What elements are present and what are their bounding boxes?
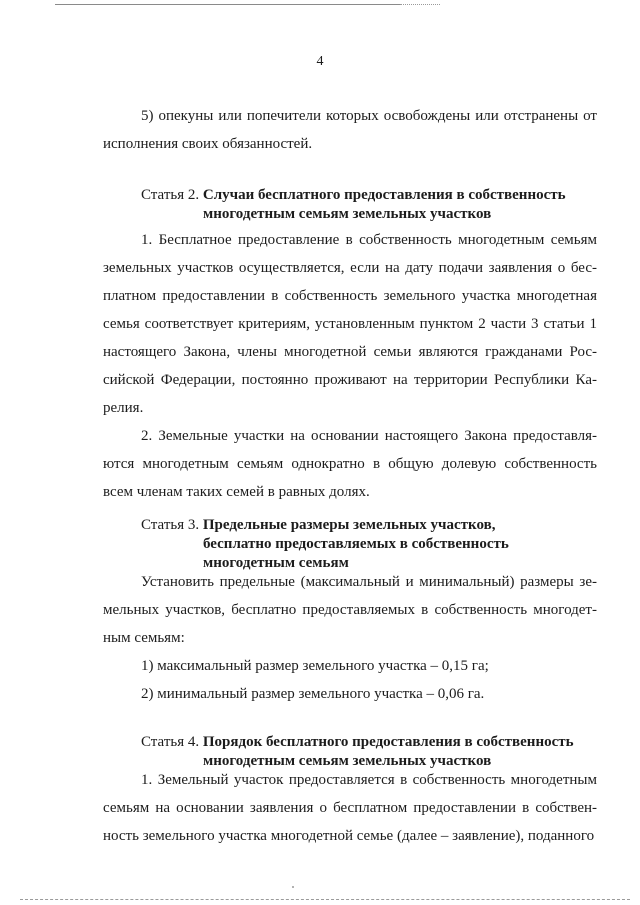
top-border-line [55,4,400,5]
bottom-border-line [20,899,630,900]
article-3-paragraph-1: Установить предельные (максимальный и минимальный) размеры земельных участков, бесплатно предоставляемых в собственность многодетным семьям: [103,574,597,646]
article-3-body [103,568,597,708]
article-2-heading [141,186,611,224]
article-3-item-2: 2) минимальный размер земельного участка – 0,06 га. [141,686,485,702]
article-4-title-line-2: многодетным семьям земельных участков [203,753,492,769]
top-border-line-tail [400,4,440,5]
item-5-block [103,102,597,158]
article-2-paragraph-1: 1. Бесплатное предоставление в собственность многодетным семьям земельных участков осуществляется, если на дату подачи заявления о бесплатном предоставлении в собственность земельного участка многодетная семья соответствует критериям, установленным пунктом 2 части 3 статьи 1 настоящего Закона, члены многодетной семьи являются гражданами Российской Федерации, постоянно проживают на территории Республики Карелия. [103,232,597,416]
article-2-label: Статья 2. [141,187,200,203]
article-4-paragraph-1: 1. Земельный участок предоставляется в собственность многодетным семьям на основании заявления о бесплатном предоставлении в собственность земельного участка многодетной семье (далее – заявление), поданного [103,772,597,844]
article-3-heading [141,516,611,573]
article-3-title-line-3: многодетным семьям [203,555,349,571]
article-4-body [103,766,597,850]
item-5-text: 5) опекуны или попечители которых освобождены или отстранены от исполнения своих обязанностей. [103,108,597,152]
article-2-body [103,226,597,506]
article-3-title-line-1: Предельные размеры земельных участков, [202,517,496,533]
article-2-paragraph-2: 2. Земельные участки на основании настоящего Закона предоставляются многодетным семьям однократно в общую долевую собственность всем членам таких семей в равных долях. [103,428,597,500]
article-3-item-1: 1) максимальный размер земельного участка – 0,15 га; [141,658,489,674]
article-2-title-line-1: Случаи бесплатного предоставления в собственность [202,187,566,203]
scan-speck [292,886,294,888]
article-4-title-line-1: Порядок бесплатного предоставления в собственность [202,734,574,750]
page-number: 4 [316,54,324,69]
article-3-title-line-2: бесплатно предоставляемых в собственность [203,536,509,552]
article-3-label: Статья 3. [141,517,200,533]
article-4-label: Статья 4. [141,734,200,750]
article-2-title-line-2: многодетным семьям земельных участков [203,206,492,222]
